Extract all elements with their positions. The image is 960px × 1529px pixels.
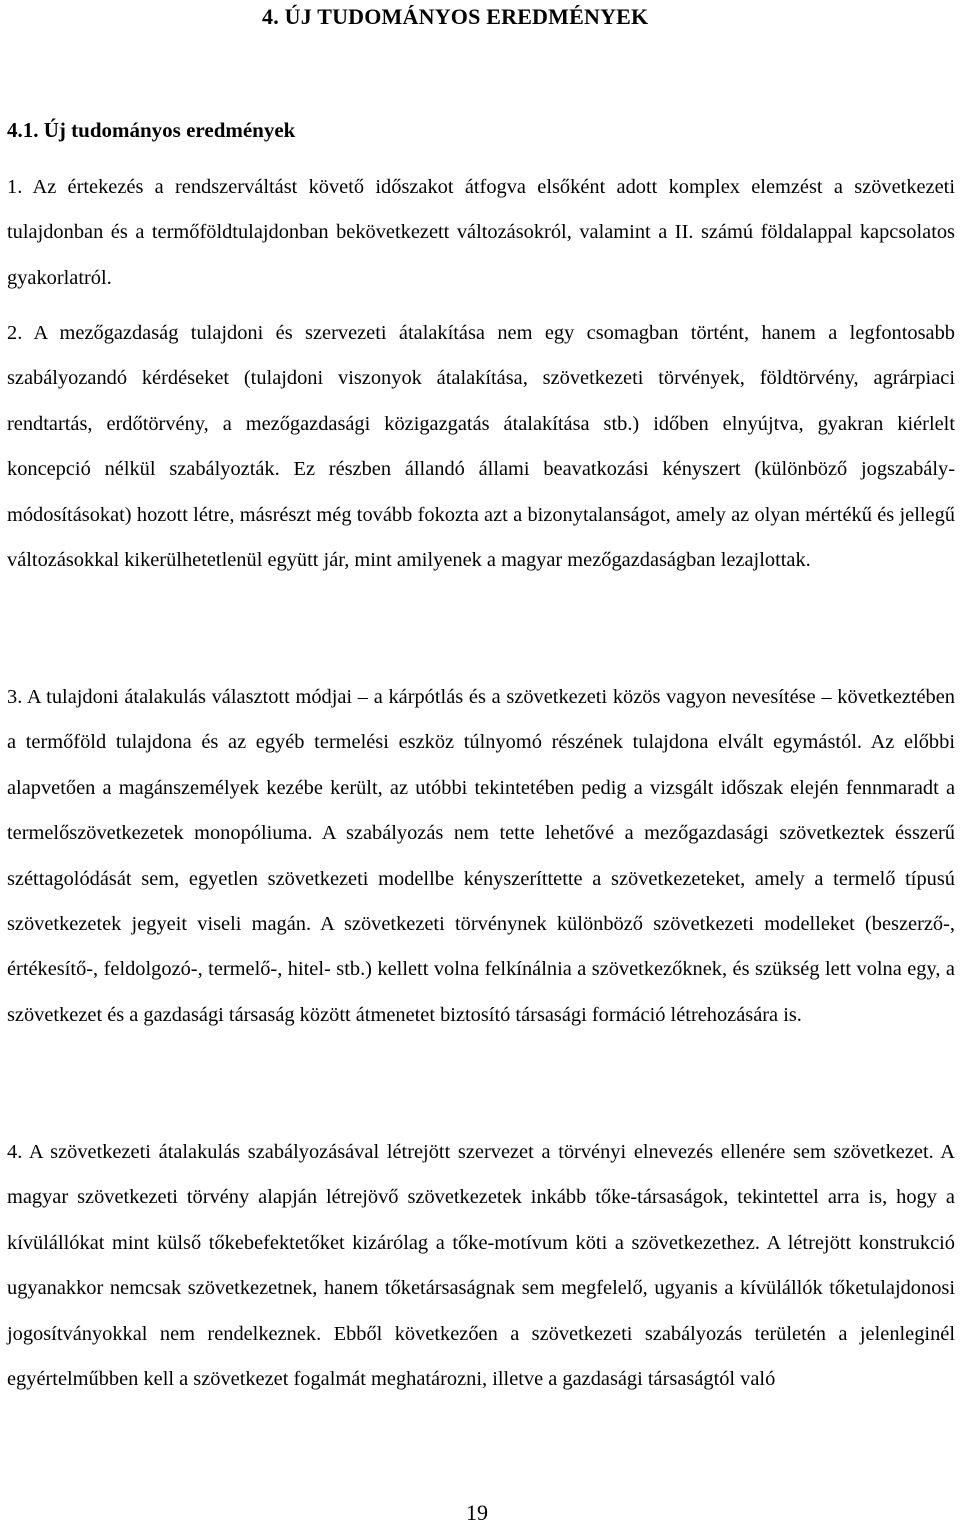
- chapter-title: 4. ÚJ TUDOMÁNYOS EREDMÉNYEK: [262, 4, 649, 29]
- paragraph-2: 2. A mezőgazdaság tulajdoni és szervezeti átalakítása nem egy csomagban történt, hanem a legfontosabb szabályozandó kérdéseket (tulajdoni viszonyok átalakítása, szövetkezeti törvények, földtörvény, agrárpiaci rendtartás, erdőtörvény, a mezőgazdasági közigazgatás átalakítása stb.) időben elnyújtva, gyakran kiérlelt koncepció nélkül szabályozták. Ez részben állandó állami beavatkozási kényszert (különböző jogszabály-módosításokat) hozott létre, másrészt még tovább fokozta azt a bizonytalanságot, amely az olyan mértékű és jellegű változásokkal kikerülhetetlenül együtt jár, mint amilyenek a magyar mezőgazdaságban lezajlottak.: [7, 322, 955, 572]
- page-number: 19: [466, 1500, 488, 1525]
- paragraph-3: 3. A tulajdoni átalakulás választott módjai – a kárpótlás és a szövetkezeti közös vagyon nevesítése – következtében a termőföld tulajdona és az egyéb termelési eszköz túlnyomó részének tulajdona elvált egymástól. Az előbbi alapvetően a magánszemélyek kezébe került, az utóbbi tekintetében pedig a vizsgált időszak elején fennmaradt a termelőszövetkezetek monopóliuma. A szabályozás nem tette lehetővé a mezőgazdasági szövetkeztek ésszerű széttagolódását sem, egyetlen szövetkezeti modellbe kényszeríttette a szövetkezeteket, amely a termelő típusú szövetkezetek jegyeit viseli magán. A szövetkezeti törvénynek különböző szövetkezeti modelleket (beszerző-, értékesítő-, feldolgozó-, termelő-, hitel- stb.) kellett volna felkínálnia a szövetkezőknek, és szükség lett volna egy, a szövetkezet és a gazdasági társaság között átmenetet biztosító társasági formáció létrehozására is.: [7, 686, 955, 1026]
- paragraph-1: 1. Az értekezés a rendszerváltást követő időszakot átfogva elsőként adott komplex elemzést a szövetkezeti tulajdonban és a termőföldtulajdonban bekövetkezett változásokról, valamint a II. számú földalappal kapcsolatos gyakorlatról.: [7, 176, 955, 289]
- paragraph-4: 4. A szövetkezeti átalakulás szabályozásával létrejött szervezet a törvényi elnevezés ellenére sem szövetkezet. A magyar szövetkezeti törvény alapján létrejövő szövetkezetek inkább tőke-társaságok, tekintettel arra is, hogy a kívülállókat mint külső tőkebefektetőket kizárólag a tőke-motívum köti a szövetkezethez. A létrejött konstrukció ugyanakkor nemcsak szövetkezetnek, hanem tőketársaságnak sem megfelelő, ugyanis a kívülállók tőketulajdonosi jogosítványokkal nem rendelkeznek. Ebből következően a szövetkezeti szabályozás területén a jelenleginél egyértelműbben kell a szövetkezet fogalmát meghatározni, illetve a gazdasági társaságtól való: [7, 1141, 955, 1391]
- section-title: 4.1. Új tudományos eredmények: [7, 118, 296, 142]
